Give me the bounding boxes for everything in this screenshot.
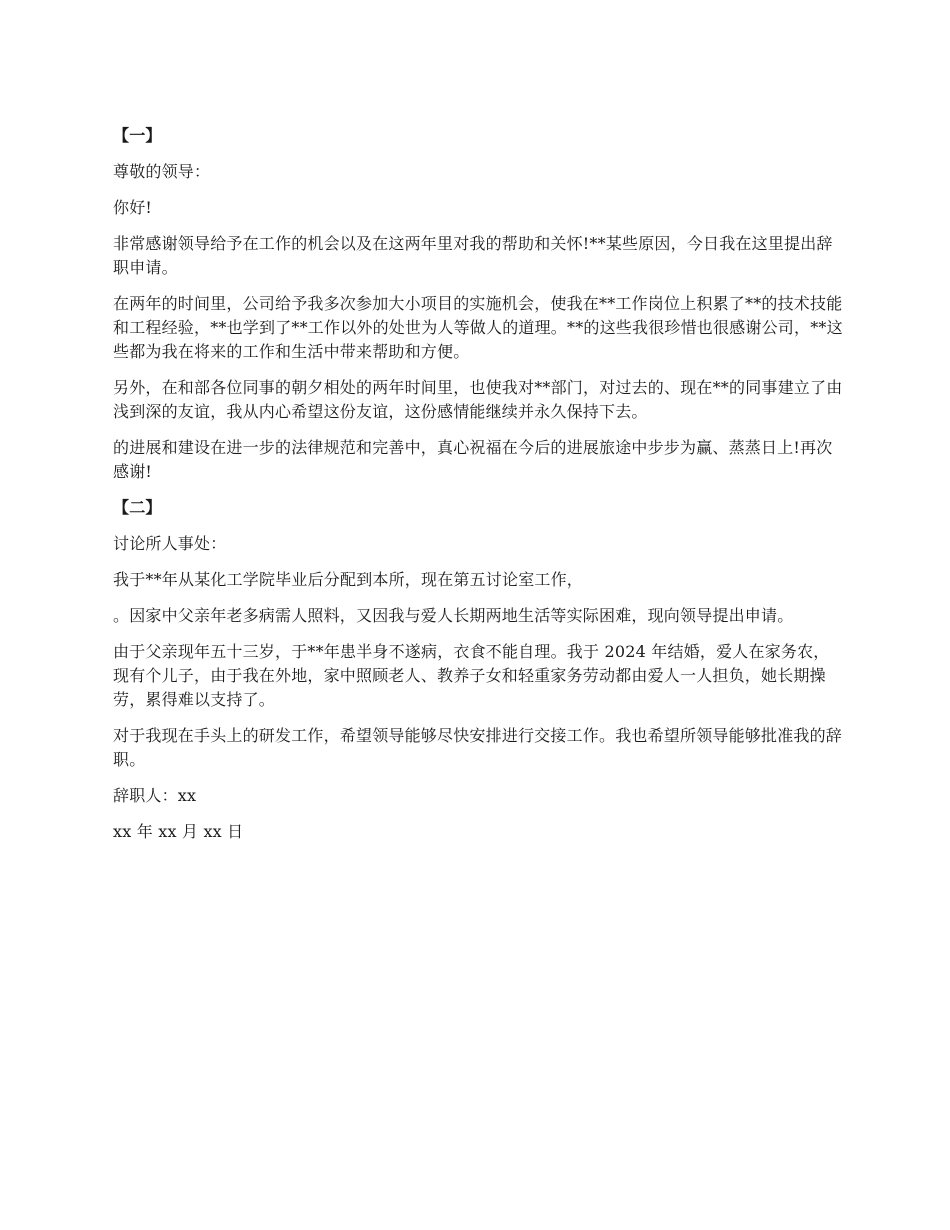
section-heading-one: 【一】 xyxy=(113,126,162,145)
body-paragraph: 我于**年从某化工学院毕业后分配到本所，现在第五讨论室工作， xyxy=(113,570,584,589)
salutation: 尊敬的领导： xyxy=(113,162,211,181)
body-paragraph: 在两年的时间里，公司给予我多次参加大小项目的实施机会，使我在**工作岗位上积累了**的技术技能和工程经验，**也学到了**工作以外的处世为人等做人的道理。**的这些我很珍惜也很感谢公司，**这些都为我在将来的工作和生活中带来帮助和方便。 xyxy=(113,294,843,361)
section-heading-two: 【二】 xyxy=(113,498,162,517)
body-paragraph: 非常感谢领导给予在工作的机会以及在这两年里对我的帮助和关怀!**某些原因，今日我在这里提出辞职申请。 xyxy=(113,234,833,277)
body-paragraph: 由于父亲现年五十三岁，于**年患半身不遂病，衣食不能自理。我于 2024 年结婚，爱人在家务农，现有个儿子，由于我在外地，家中照顾老人、教养子女和轻重家务劳动都由爱人一人担负，她长期操劳，累得难以支持了。 xyxy=(113,642,830,709)
signature-line: 辞职人：xx xyxy=(113,786,197,805)
greeting: 你好! xyxy=(113,198,153,217)
date-line: xx 年 xx 月 xx 日 xyxy=(113,822,244,841)
body-paragraph: 的进展和建设在进一步的法律规范和完善中，真心祝福在今后的进展旅途中步步为赢、蒸蒸日上!再次感谢! xyxy=(113,438,833,481)
body-paragraph: 。因家中父亲年老多病需人照料，又因我与爱人长期两地生活等实际困难，现向领导提出申请。 xyxy=(113,606,794,625)
salutation: 讨论所人事处： xyxy=(113,534,227,553)
body-paragraph: 对于我现在手头上的研发工作，希望领导能够尽快安排进行交接工作。我也希望所领导能够批准我的辞职。 xyxy=(113,726,843,769)
body-paragraph: 另外，在和部各位同事的朝夕相处的两年时间里，也使我对**部门，对过去的、现在**的同事建立了由浅到深的友谊，我从内心希望这份友谊，这份感情能继续并永久保持下去。 xyxy=(113,378,843,421)
document-page xyxy=(113,124,843,856)
